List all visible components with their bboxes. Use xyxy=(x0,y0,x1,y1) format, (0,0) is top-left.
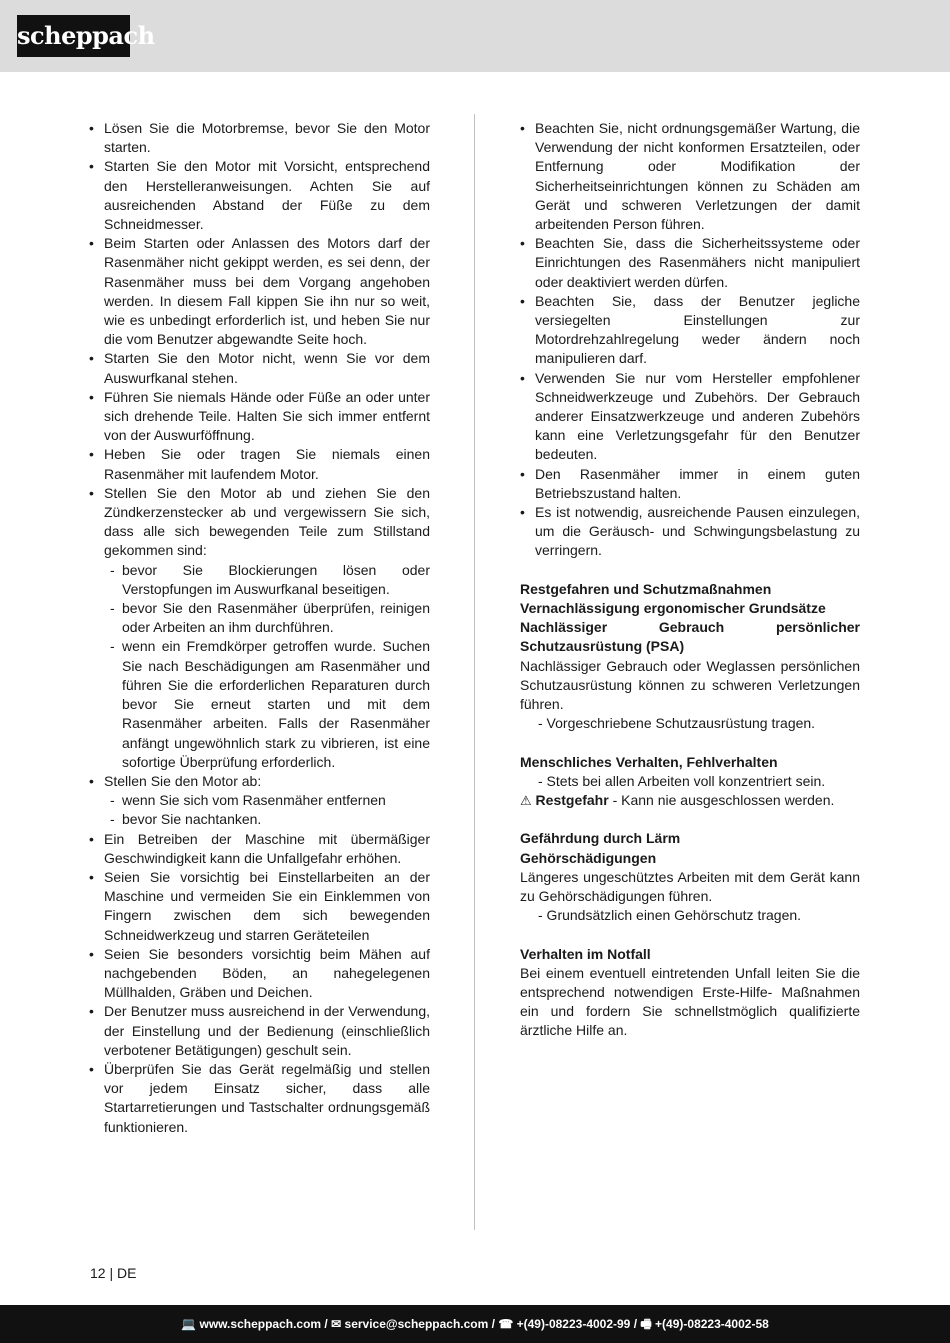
email-link[interactable]: service@scheppach.com xyxy=(344,1317,489,1331)
column-divider xyxy=(474,114,475,1230)
fax-number: +(49)-08223-4002-58 xyxy=(655,1317,769,1331)
page-number: 12 | DE xyxy=(90,1265,137,1281)
warning-icon: ⚠ xyxy=(520,793,532,809)
section-text: Nachlässiger Gebrauch oder Weglassen persönlichen Schutzausrüstung können zu schweren Verletzungen führen. xyxy=(520,657,860,713)
list-item: • Beachten Sie, dass der Benutzer jegliche versiegelten Einstellungen zur Motordrehzahlregelung weder ändern noch manipulieren darf. xyxy=(520,292,860,369)
list-item: • Führen Sie niemals Hände oder Füße an oder unter sich drehende Teile. Halten Sie sich immer entfernt von der Auswurföffnung. xyxy=(89,388,430,446)
right-column xyxy=(520,119,860,1041)
list-item: • Der Benutzer muss ausreichend in der Verwendung, der Einstellung und der Bedienung (einschließlich verbotener Betätigungen) geschult sein. xyxy=(89,1002,430,1060)
list-item: • Den Rasenmäher immer in einem guten Betriebszustand halten. xyxy=(520,465,860,503)
sub-list xyxy=(104,561,430,772)
list-item: • Es ist notwendig, ausreichende Pausen einzulegen, um die Geräusch- und Schwingungsbelastung zu verringern. xyxy=(520,503,860,561)
phone-icon: ☎ xyxy=(498,1317,514,1331)
page-language: DE xyxy=(117,1265,137,1281)
residual-risk-label: Restgefahr xyxy=(535,792,609,809)
section-text: Bei einem eventuell eintretenden Unfall leiten Sie die entsprechend notwendigen Erste-Hilfe- Maßnahmen ein und fordern Sie schnellstmöglich qualifizierte ärztliche Hilfe an. xyxy=(520,964,860,1039)
list-item-text: Stellen Sie den Motor ab: xyxy=(104,772,262,789)
sub-list-item: - wenn ein Fremdkörper getroffen wurde. Suchen Sie nach Beschädigungen am Rasenmäher und führen Sie die erforderlichen Reparaturen durch bevor Sie erneut starten und mit dem Rasenmäher arbeiten. Falls der Rasenmäher anfängt ungewöhnlich stark zu vibrieren, ist eine sofortige Überprüfung erforderlich. xyxy=(104,637,430,771)
list-item: • Starten Sie den Motor mit Vorsicht, entsprechend den Herstelleranweisungen. Achten Sie auf ausreichenden Abstand der Füße zu dem Schneidmesser. xyxy=(89,157,430,234)
list-item: • Seien Sie besonders vorsichtig beim Mähen auf nachgebenden Böden, an nahegelegenen Müllhalden, Gräben und Deichen. xyxy=(89,945,430,1003)
list-item: • Beachten Sie, nicht ordnungsgemäßer Wartung, die Verwendung der nicht konformen Ersatzteilen, oder Entfernung oder Modifikation der Sicherheitseinrichtungen können zu Schäden am Gerät und schweren Verletzungen der damit arbeitenden Person führen. xyxy=(520,119,860,234)
section-heading: Gehörschädigungen xyxy=(520,849,657,866)
section-heading: Menschliches Verhalten, Fehlverhalten xyxy=(520,753,778,770)
left-column xyxy=(89,119,430,1137)
computer-icon: 💻 xyxy=(181,1317,197,1331)
list-item: • Überprüfen Sie das Gerät regelmäßig und stellen vor jedem Einsatz sicher, dass alle Startarretierungen und Tastschalter ordnungsgemäß funktionieren. xyxy=(89,1060,430,1137)
measure-text: - Grundsätzlich einen Gehörschutz tragen. xyxy=(538,907,802,924)
mail-icon: ✉ xyxy=(331,1317,342,1331)
scheppach-logo: scheppach xyxy=(17,15,130,57)
section-text: Längeres ungeschütztes Arbeiten mit dem Gerät kann zu Gehörschädigungen führen. xyxy=(520,868,860,905)
sub-list-item: - bevor Sie Blockierungen lösen oder Verstopfungen im Auswurfkanal beseitigen. xyxy=(104,561,430,599)
list-item: • Seien Sie vorsichtig bei Einstellarbeiten an der Maschine und vermeiden Sie ein Einklemmen von Fingern zwischen dem sich bewegenden Schneidwerkzeug und starren Geräteteilen xyxy=(89,868,430,945)
measure-text: - Vorgeschriebene Schutzausrüstung tragen. xyxy=(538,715,816,732)
sub-list-item: - bevor Sie nachtanken. xyxy=(104,810,430,829)
page-number-value: 12 xyxy=(90,1265,106,1281)
page-header xyxy=(0,0,950,72)
section-heading: Nachlässiger Gebrauch persönlicher Schutzausrüstung (PSA) xyxy=(520,619,860,655)
list-item xyxy=(89,772,430,830)
residual-risk-text: - Kann nie ausgeschlossen werden. xyxy=(608,792,835,809)
list-item: • Ein Betreiben der Maschine mit übermäßiger Geschwindigkeit kann die Unfallgefahr erhöhen. xyxy=(89,830,430,868)
list-item: • Starten Sie den Motor nicht, wenn Sie vor dem Auswurfkanal stehen. xyxy=(89,349,430,387)
list-item: • Beim Starten oder Anlassen des Motors darf der Rasenmäher nicht gekippt werden, es sei denn, der Rasenmäher muss bei dem Vorgang angehoben werden. In diesem Fall kippen Sie ihn nur so weit, wie es unbedingt erforderlich ist, und heben Sie nur die vom Benutzer abgewandte Seite hoch. xyxy=(89,234,430,349)
list-item: • Beachten Sie, dass die Sicherheitssysteme oder Einrichtungen des Rasenmähers nicht manipuliert oder deaktiviert werden dürfen. xyxy=(520,234,860,292)
sub-list xyxy=(104,791,430,829)
section-heading: Restgefahren und Schutzmaßnahmen xyxy=(520,580,772,597)
list-item: • Lösen Sie die Motorbremse, bevor Sie den Motor starten. xyxy=(89,119,430,157)
list-item-text: Stellen Sie den Motor ab und ziehen Sie den Zündkerzenstecker ab und vergewissern Sie sich, dass alle sich bewegenden Teile zum Stillstand gekommen sind: xyxy=(104,484,430,559)
section-heading: Gefährdung durch Lärm xyxy=(520,830,681,847)
fax-icon: 🖷 xyxy=(640,1317,652,1331)
page-footer: 💻 www.scheppach.com / ✉ service@scheppach.com / ☎ +(49)-08223-4002-99 / 🖷 +(49)-08223-4002-58 xyxy=(0,1305,950,1343)
list-item: • Heben Sie oder tragen Sie niemals einen Rasenmäher mit laufendem Motor. xyxy=(89,445,430,483)
list-item: • Verwenden Sie nur vom Hersteller empfohlener Schneidwerkzeuge und Zubehörs. Der Gebrauch anderer Einsatzwerkzeuge und anderen Zubehörs kann eine Verletzungsgefahr für den Benutzer bedeuten. xyxy=(520,369,860,465)
section-heading: Verhalten im Notfall xyxy=(520,945,651,962)
residual-risk-line xyxy=(520,791,860,810)
measure-text: - Stets bei allen Arbeiten voll konzentriert sein. xyxy=(538,772,826,789)
list-item xyxy=(89,484,430,772)
sub-list-item: - wenn Sie sich vom Rasenmäher entfernen xyxy=(104,791,430,810)
sub-list-item: - bevor Sie den Rasenmäher überprüfen, reinigen oder Arbeiten an ihm durchführen. xyxy=(104,599,430,637)
phone-number: +(49)-08223-4002-99 xyxy=(516,1317,631,1331)
section-heading: Vernachlässigung ergonomischer Grundsätze xyxy=(520,600,826,617)
website-link[interactable]: www.scheppach.com xyxy=(199,1317,322,1331)
